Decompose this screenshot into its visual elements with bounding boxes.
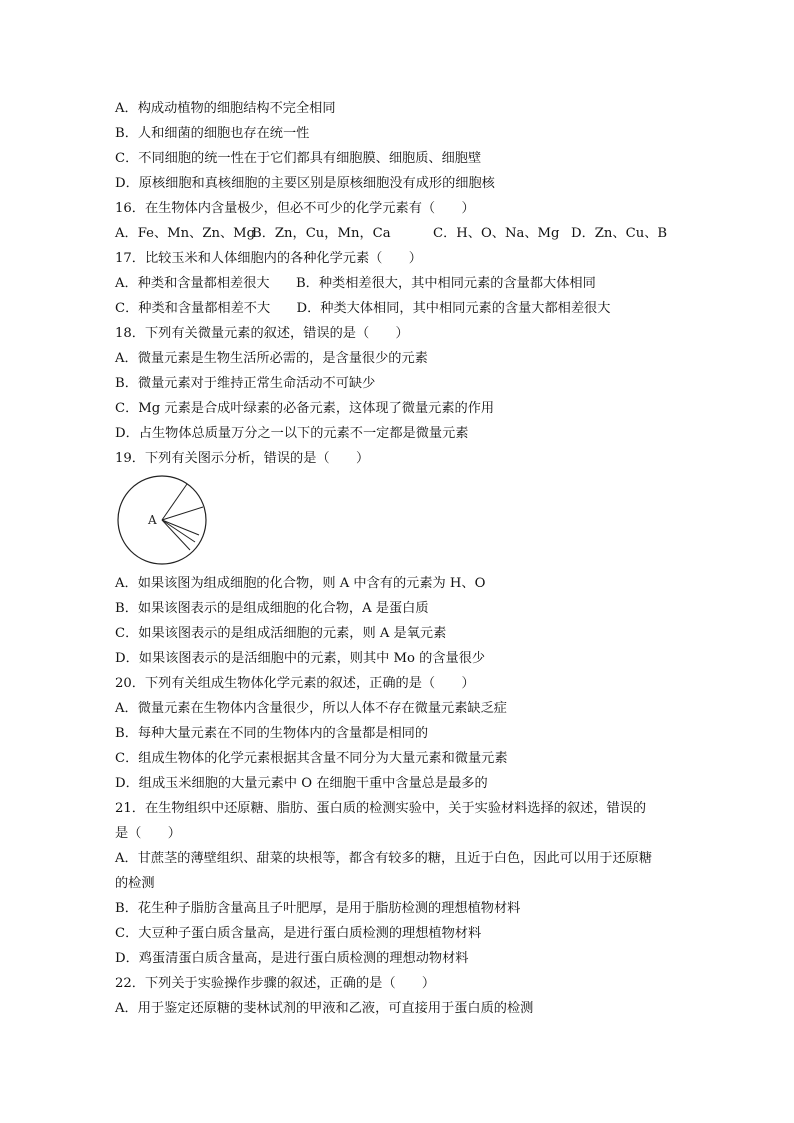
option-line: D．原核细胞和真核细胞的主要区别是原核细胞没有成形的细胞核 <box>115 176 495 191</box>
pie-label-a: A <box>148 513 157 527</box>
option-line: A．种类和含量都相差很大 B．种类相差很大，其中相同元素的含量都大体相同 <box>115 276 596 291</box>
exam-page <box>115 96 695 1021</box>
question-stem: 18．下列有关微量元素的叙述，错误的是（ ） <box>115 326 409 341</box>
question-stem: 17．比较玉米和人体细胞内的各种化学元素（ ） <box>115 251 422 266</box>
option-line: A．构成动植物的细胞结构不完全相同 <box>115 101 336 116</box>
q16-option-a: A．Fe、Mn、Zn、Mg <box>115 226 256 241</box>
option-line: C．大豆种子蛋白质含量高，是进行蛋白质检测的理想植物材料 <box>115 926 482 941</box>
option-line: A．甘蔗茎的薄壁组织、甜菜的块根等，都含有较多的糖，且近于白色，因此可以用于还原糖 <box>115 851 653 866</box>
option-line: B．如果该图表示的是组成细胞的化合物，A 是蛋白质 <box>115 601 429 616</box>
option-line: A．用于鉴定还原糖的斐林试剂的甲液和乙液，可直接用于蛋白质的检测 <box>115 1001 534 1016</box>
question-19 <box>115 446 695 671</box>
question-stem-continued: 是（ ） <box>115 826 181 841</box>
option-line: A．微量元素在生物体内含量很少，所以人体不存在微量元素缺乏症 <box>115 701 507 716</box>
option-line: B．花生种子脂肪含量高且子叶肥厚，是用于脂肪检测的理想植物材料 <box>115 901 521 916</box>
pie-slice-line <box>162 520 190 550</box>
question-stem: 22．下列关于实验操作步骤的叙述，正确的是（ ） <box>115 976 436 991</box>
question-21 <box>115 796 695 971</box>
question-18 <box>115 321 695 446</box>
question-stem: 20．下列有关组成生物体化学元素的叙述，正确的是（ ） <box>115 676 475 691</box>
q16-option-c: C．H、O、Na、Mg <box>433 226 560 241</box>
pie-slice-line <box>162 507 203 520</box>
q16-option-b: B．Zn，Cu，Mn，Ca <box>252 226 391 241</box>
question-16 <box>115 196 695 246</box>
pie-slice-line <box>162 484 187 520</box>
option-line: A．微量元素是生物生活所必需的，是含量很少的元素 <box>115 351 428 366</box>
option-line: C．种类和含量都相差不大 D．种类大体相同，其中相同元素的含量大都相差很大 <box>115 301 611 316</box>
question-20 <box>115 671 695 796</box>
option-line: C．如果该图表示的是组成活细胞的元素，则 A 是氧元素 <box>115 626 447 641</box>
option-line-continued: 的检测 <box>115 876 155 891</box>
option-line: D．如果该图表示的是活细胞中的元素，则其中 Mo 的含量很少 <box>115 651 486 666</box>
question-stem: 19．下列有关图示分析，错误的是（ ） <box>115 451 370 466</box>
option-line: B．每种大量元素在不同的生物体内的含量都是相同的 <box>115 726 429 741</box>
option-line: D．鸡蛋清蛋白质含量高，是进行蛋白质检测的理想动物材料 <box>115 951 469 966</box>
question-15-options <box>115 96 695 196</box>
option-line: B．人和细菌的细胞也存在统一性 <box>115 126 310 141</box>
option-line: B．微量元素对于维持正常生命活动不可缺少 <box>115 376 376 391</box>
q16-option-d: D．Zn、Cu、B <box>571 226 668 241</box>
option-line: D．组成玉米细胞的大量元素中 O 在细胞干重中含量总是最多的 <box>115 776 488 791</box>
option-line: A．如果该图为组成细胞的化合物，则 A 中含有的元素为 H、O <box>115 576 486 591</box>
question-stem: 16．在生物体内含量极少，但必不可少的化学元素有（ ） <box>115 201 475 216</box>
option-line: C．不同细胞的统一性在于它们都具有细胞膜、细胞质、细胞壁 <box>115 151 482 166</box>
pie-figure <box>115 471 695 571</box>
option-line: C．组成生物体的化学元素根据其含量不同分为大量元素和微量元素 <box>115 751 508 766</box>
question-17 <box>115 246 695 321</box>
question-22 <box>115 971 695 1021</box>
pie-chart-diagram <box>115 474 215 570</box>
question-stem: 21．在生物组织中还原糖、脂肪、蛋白质的检测实验中，关于实验材料选择的叙述，错误的 <box>115 801 647 816</box>
option-line: D．占生物体总质量万分之一以下的元素不一定都是微量元素 <box>115 426 469 441</box>
q16-options-row <box>115 221 695 246</box>
option-line: C．Mg 元素是合成叶绿素的必备元素，这体现了微量元素的作用 <box>115 401 495 416</box>
